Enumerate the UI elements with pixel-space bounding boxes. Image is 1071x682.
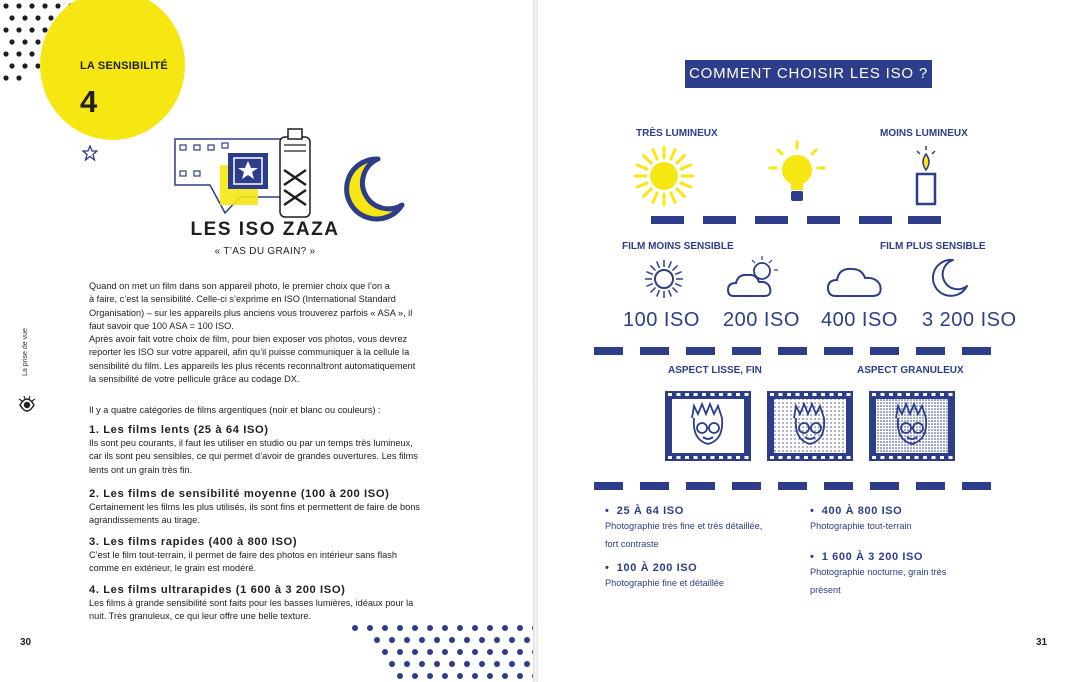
film-perforation: [711, 393, 715, 396]
film-perforation: [923, 456, 927, 459]
decor-dot: [374, 637, 380, 643]
decor-dot: [517, 649, 523, 655]
label-very-bright: TRÈS LUMINEUX: [636, 128, 718, 139]
bullet-dot: •: [810, 551, 822, 563]
film-perforation: [838, 393, 842, 396]
category-heading: 1 600 À 3 200 ISO: [821, 551, 924, 563]
decor-dot: [29, 27, 34, 32]
section-line: nuit. Très granuleux, ce qui leur offre une belle texture.: [89, 611, 311, 622]
category-line: Photographie très fine et très détaillée,: [605, 521, 763, 531]
sun-ray: [676, 188, 685, 197]
label-more-sensitive: FILM PLUS SENSIBLE: [880, 241, 986, 252]
film-frame-heavy-grain: [868, 390, 956, 462]
decor-dot: [524, 637, 530, 643]
section-line: agrandissements au tirage.: [89, 515, 200, 526]
decor-dot: [457, 673, 463, 679]
film-perforation: [796, 393, 800, 396]
film-perforation: [736, 456, 740, 459]
section-heading: 4. Les films ultrarapides (1 600 à 3 200 ISO): [89, 584, 346, 596]
decor-dot: [502, 625, 508, 631]
decor-dot: [419, 637, 425, 643]
divider-dash: [594, 482, 623, 490]
divider-dash: [703, 216, 736, 224]
section-line: Certainement les films les plus utilisés, ils sont fins et permettent de faire de bons: [89, 502, 420, 512]
decor-dot: [449, 637, 455, 643]
divider-dash: [686, 347, 715, 355]
film-perforation: [711, 456, 715, 459]
film-perforation: [770, 393, 774, 396]
decor-dot: [412, 673, 418, 679]
decor-dot: [427, 673, 433, 679]
section-heading: 2. Les films de sensibilité moyenne (100 à 200 ISO): [89, 488, 390, 500]
film-perforation: [702, 393, 706, 396]
infographic-banner: COMMENT CHOISIR LES ISO ?: [685, 60, 932, 88]
film-frame-fine: [664, 390, 752, 462]
film-perforation: [685, 393, 689, 396]
film-perforation: [813, 393, 817, 396]
category-line: Photographie tout-terrain: [810, 521, 912, 531]
decor-dot: [517, 625, 523, 631]
divider-dash: [640, 482, 669, 490]
film-perforation: [932, 393, 936, 396]
iso-value-400: 400 ISO: [821, 309, 898, 331]
category-25-64: [605, 505, 805, 553]
decor-dot: [457, 649, 463, 655]
decor-dot: [9, 39, 14, 44]
film-perforation: [779, 456, 783, 459]
film-perforation: [847, 456, 851, 459]
sun-ray: [680, 183, 692, 188]
section-fast-films: [89, 535, 441, 576]
section-heading: 1. Les films lents (25 à 64 ISO): [89, 424, 269, 436]
divider-dash: [732, 347, 761, 355]
film-perforation: [838, 456, 842, 459]
sun-ray: [675, 284, 681, 287]
divider-dash: [824, 347, 853, 355]
decor-dot: [412, 649, 418, 655]
decor-dot: [464, 637, 470, 643]
decor-dot: [9, 63, 14, 68]
category-1600-3200: [810, 551, 1010, 599]
decor-dot: [389, 637, 395, 643]
sun-ray: [669, 261, 672, 267]
decor-dot: [3, 3, 8, 8]
intro-line: Organisation) – sur les appareils plus anciens vous trouverez parfois « ASA », il: [89, 307, 413, 318]
divider-dash: [916, 482, 945, 490]
chapter-label: LA SENSIBILITÉ: [80, 60, 168, 72]
sun-ray: [657, 290, 660, 296]
decor-dot: [412, 625, 418, 631]
decor-dot: [16, 75, 21, 80]
intro-line: à faire, c’est la sensibilité. Celle-ci s’exprime en ISO (International Standard: [89, 294, 396, 305]
film-perforation: [830, 393, 834, 396]
moon-outline-icon: [927, 256, 971, 300]
category-heading: 100 À 200 ISO: [616, 562, 698, 574]
film-perforation: [719, 393, 723, 396]
bullet-dot: •: [605, 505, 617, 517]
crescent-moon-icon: [338, 155, 406, 223]
film-perforation: [668, 393, 672, 396]
film-perforation: [736, 393, 740, 396]
decor-dot: [487, 649, 493, 655]
decor-dot: [479, 661, 485, 667]
sun-ray: [657, 261, 660, 267]
film-perforation: [949, 393, 953, 396]
sun-ray: [671, 192, 676, 204]
decor-dot: [397, 649, 403, 655]
intro-paragraph: [89, 280, 441, 386]
sun-icon: [632, 144, 696, 208]
intro-line: faut savoir que 100 ASA = 100 ISO.: [89, 320, 234, 331]
intro-line: Après avoir fait votre choix de film, pour bien exposer vos photos, vous devrez: [89, 334, 408, 345]
film-perforation: [719, 456, 723, 459]
decor-dot: [3, 51, 8, 56]
film-perforation: [940, 393, 944, 396]
sun-ray: [676, 155, 685, 164]
intro-line: la sensibilité de votre pellicule grâce au codage DX.: [89, 374, 300, 385]
film-perforation: [728, 393, 732, 396]
cloud-icon: [826, 260, 886, 300]
decor-dot: [382, 625, 388, 631]
intro-line: sensibilité du film. Les appareils les plus récents reconnaîtront automatiquement: [89, 360, 416, 371]
decor-dot: [442, 673, 448, 679]
decor-dot: [29, 51, 34, 56]
divider-dash: [908, 216, 941, 224]
film-perforation: [923, 393, 927, 396]
page-number: 31: [1036, 637, 1048, 648]
iso-value-200: 200 ISO: [723, 309, 800, 331]
section-heading: 3. Les films rapides (400 à 800 ISO): [89, 536, 298, 548]
divider-dash: [778, 482, 807, 490]
film-perforation: [889, 456, 893, 459]
film-frame-medium-grain: [766, 390, 854, 462]
decor-dot: [35, 15, 40, 20]
divider-dash: [686, 482, 715, 490]
decor-dot: [55, 3, 60, 8]
category-line: Photographie fine et détaillée: [605, 578, 725, 588]
decor-dot: [389, 661, 395, 667]
decor-dot: [382, 649, 388, 655]
divider-dash: [807, 216, 840, 224]
film-perforation: [872, 456, 876, 459]
dot-pattern-bottom: [300, 620, 533, 682]
decor-dot: [509, 637, 515, 643]
film-perforation: [685, 456, 689, 459]
decor-dot: [472, 625, 478, 631]
decor-dot: [517, 673, 523, 679]
film-perforation: [694, 456, 698, 459]
decor-dot: [464, 661, 470, 667]
decor-dot: [42, 3, 47, 8]
iso-value-100: 100 ISO: [623, 309, 700, 331]
section-line: Ils sont peu courants, il faut les utiliser en studio ou par un temps très lumineux,: [89, 438, 413, 448]
candle-icon: [906, 144, 946, 208]
film-perforation: [779, 393, 783, 396]
decor-dot: [397, 625, 403, 631]
film-perforation: [821, 393, 825, 396]
divider-dash: [640, 347, 669, 355]
decor-dot: [427, 649, 433, 655]
lightbulb-icon: [764, 140, 830, 206]
film-perforation: [745, 456, 749, 459]
decor-dot: [419, 661, 425, 667]
film-perforation: [745, 393, 749, 396]
section-slow-films: [89, 423, 441, 477]
film-perforation: [881, 456, 885, 459]
page-title: LES ISO ZAZA: [190, 219, 340, 240]
decor-dot: [16, 3, 21, 8]
film-perforation: [813, 456, 817, 459]
divider-dash: [824, 482, 853, 490]
sun-ray: [651, 266, 656, 271]
decor-dot: [404, 661, 410, 667]
label-less-bright: MOINS LUMINEUX: [880, 128, 968, 139]
section-line: Les films à grande sensibilité sont faits pour les basses lumières, idéaux pour la: [89, 598, 414, 608]
sun-ray: [669, 290, 672, 296]
decor-dot: [352, 625, 358, 631]
sun-ray: [672, 287, 677, 292]
bullet-dot: •: [605, 562, 617, 574]
decor-dot: [22, 63, 27, 68]
film-perforation: [694, 393, 698, 396]
intro-line: Quand on met un film dans son appareil photo, le premier choix que l’on a: [89, 281, 390, 291]
divider-dash: [916, 347, 945, 355]
film-perforation: [949, 456, 953, 459]
film-perforation: [932, 456, 936, 459]
decor-dot: [442, 625, 448, 631]
section-line: lents ont un grain très fin.: [89, 464, 193, 475]
decor-dot: [502, 649, 508, 655]
film-roll-illustration: [170, 125, 330, 220]
decor-dot: [16, 27, 21, 32]
decor-dot: [404, 637, 410, 643]
divider-dash: [870, 482, 899, 490]
decor-dot: [472, 649, 478, 655]
decor-dot: [509, 661, 515, 667]
film-perforation: [804, 393, 808, 396]
decor-dot: [397, 673, 403, 679]
decor-dot: [22, 15, 27, 20]
sun-ray: [680, 165, 692, 170]
decor-dot: [494, 661, 500, 667]
sun-ray: [672, 266, 677, 271]
divider-dash: [594, 347, 623, 355]
label-less-sensitive: FILM MOINS SENSIBLE: [622, 241, 734, 252]
decor-dot: [472, 673, 478, 679]
film-perforation: [770, 456, 774, 459]
sun-ray: [646, 284, 652, 287]
sun-ray: [653, 192, 658, 204]
decor-dot: [442, 649, 448, 655]
bullet-dot: •: [810, 505, 822, 517]
decor-dot: [16, 51, 21, 56]
sun-ray: [636, 165, 648, 170]
divider-dash: [732, 482, 761, 490]
divider-dash: [870, 347, 899, 355]
film-perforation: [898, 456, 902, 459]
sun-ray: [651, 287, 656, 292]
categories-intro: Il y a quatre catégories de films argentiques (noir et blanc ou couleurs) :: [89, 405, 381, 415]
section-medium-films: [89, 487, 441, 528]
divider-dash: [859, 216, 892, 224]
decor-dot: [22, 39, 27, 44]
film-perforation: [821, 456, 825, 459]
sun-ray: [646, 272, 652, 275]
decor-dot: [494, 637, 500, 643]
film-perforation: [787, 456, 791, 459]
category-heading: 25 À 64 ISO: [616, 505, 684, 517]
decor-dot: [35, 39, 40, 44]
decor-dot: [449, 661, 455, 667]
small-star-icon: [82, 145, 98, 161]
page-subtitle: « T’AS DU GRAIN? »: [214, 246, 316, 257]
film-perforation: [804, 456, 808, 459]
decor-dot: [3, 27, 8, 32]
category-line: fort contraste: [605, 539, 659, 549]
decor-dot: [427, 625, 433, 631]
section-line: C’est le film tout-terrain, il permet de faire des photos en intérieur sans flash: [89, 550, 397, 560]
film-perforation: [787, 393, 791, 396]
label-grainy-aspect: ASPECT GRANULEUX: [857, 365, 964, 376]
film-perforation: [906, 456, 910, 459]
section-line: comme en extérieur, le grain est modéré.: [89, 563, 256, 574]
decor-dot: [487, 673, 493, 679]
sun-ray: [671, 148, 676, 160]
category-heading: 400 À 800 ISO: [821, 505, 903, 517]
decor-dot: [502, 673, 508, 679]
film-perforation: [940, 456, 944, 459]
divider-dash: [778, 347, 807, 355]
label-smooth-aspect: ASPECT LISSE, FIN: [668, 365, 762, 376]
decor-dot: [487, 625, 493, 631]
iso-value-3200: 3 200 ISO: [922, 309, 1017, 331]
decor-dot: [479, 637, 485, 643]
side-section-label: La prise de vue: [22, 328, 29, 376]
chapter-number: 4: [80, 84, 98, 119]
decor-dot: [9, 15, 14, 20]
eye-icon: [16, 390, 38, 420]
category-100-200: [605, 562, 805, 592]
decor-dot: [48, 15, 53, 20]
section-line: car ils sont peu sensibles, ce qui permet d’avoir de grandes ouvertures. Les films: [89, 451, 418, 462]
category-line: présent: [810, 585, 841, 595]
film-perforation: [881, 393, 885, 396]
decor-dot: [29, 3, 34, 8]
sun-outline-icon: [643, 258, 685, 300]
divider-dash: [651, 216, 684, 224]
film-perforation: [702, 456, 706, 459]
film-perforation: [796, 456, 800, 459]
film-perforation: [677, 393, 681, 396]
sun-ray: [643, 155, 652, 164]
decor-dot: [434, 637, 440, 643]
film-perforation: [872, 393, 876, 396]
divider-dash: [962, 482, 991, 490]
decor-dot: [524, 661, 530, 667]
film-perforation: [898, 393, 902, 396]
film-perforation: [677, 456, 681, 459]
decor-dot: [367, 625, 373, 631]
film-perforation: [668, 456, 672, 459]
sun-ray: [643, 188, 652, 197]
decor-dot: [434, 661, 440, 667]
divider-dash: [962, 347, 991, 355]
decor-dot: [3, 75, 8, 80]
decor-dot: [457, 625, 463, 631]
divider-dash: [755, 216, 788, 224]
category-400-800: [810, 505, 1010, 535]
film-perforation: [915, 456, 919, 459]
section-ultrafast-films: [89, 583, 441, 624]
sun-cloud-icon: [726, 254, 782, 300]
film-perforation: [889, 393, 893, 396]
film-perforation: [830, 456, 834, 459]
page-number: 30: [20, 637, 32, 648]
film-perforation: [915, 393, 919, 396]
sun-ray: [636, 183, 648, 188]
left-page: [0, 0, 533, 682]
sun-ray: [675, 272, 681, 275]
film-perforation: [906, 393, 910, 396]
film-perforation: [847, 393, 851, 396]
film-perforation: [728, 456, 732, 459]
category-line: Photographie nocturne, grain très: [810, 567, 947, 577]
intro-line: reporter les ISO sur votre appareil, afin qu’il puisse communiquer à la cellule la: [89, 347, 410, 358]
sun-ray: [653, 148, 658, 160]
